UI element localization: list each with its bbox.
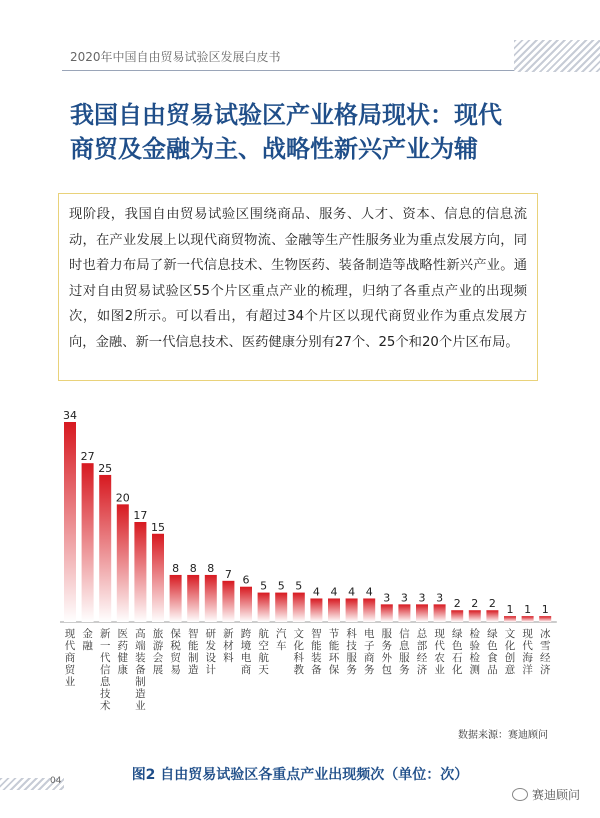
- category-label: 新材料: [223, 628, 234, 664]
- bar: [363, 598, 375, 622]
- bar: [381, 604, 393, 622]
- category-label: 跨境电商: [240, 628, 252, 676]
- category-label: 文化创意: [504, 628, 516, 676]
- category-label: 绿色石化: [451, 628, 463, 676]
- bar: [486, 610, 498, 622]
- bar-value-label: 8: [172, 561, 180, 575]
- bar: [117, 504, 129, 622]
- category-label: 科技服务: [346, 628, 357, 676]
- bar-value-label: 1: [506, 603, 514, 617]
- category-label: 智能装备: [311, 628, 322, 676]
- figure-caption: 图2 自由贸易试验区各重点产业出现频次（单位：次）: [131, 767, 469, 783]
- bar-value-label: 3: [400, 591, 408, 605]
- bar: [328, 598, 340, 622]
- header-title: 2020年中国自由贸易试验区发展白皮书: [70, 50, 281, 64]
- bar-value-label: 25: [98, 461, 113, 475]
- bar: [152, 534, 164, 622]
- bar-value-label: 5: [295, 579, 303, 593]
- bar-value-label: 20: [115, 491, 130, 505]
- bar: [222, 581, 234, 622]
- header-rule: [62, 70, 532, 71]
- bar: [469, 610, 481, 622]
- category-label: 总部经济: [416, 628, 428, 676]
- title-line-1: 我国自由贸易试验区产业格局现状：现代: [70, 101, 502, 129]
- bar-value-label: 2: [453, 597, 461, 611]
- bar-value-label: 34: [63, 409, 77, 422]
- bar-value-label: 4: [330, 585, 338, 599]
- bar: [205, 575, 217, 622]
- page-header: [0, 40, 600, 74]
- bar-value-label: 8: [207, 561, 215, 575]
- bar: [504, 616, 516, 622]
- category-label: 现代商贸业: [64, 628, 76, 688]
- page-number: 04: [50, 776, 62, 786]
- category-label: 航空航天: [258, 628, 269, 676]
- bar-value-label: 8: [189, 561, 197, 575]
- bar-value-label: 2: [488, 597, 496, 611]
- bar: [275, 593, 287, 622]
- bar-value-label: 3: [436, 591, 444, 605]
- bar: [451, 610, 463, 622]
- bar-value-label: 1: [524, 603, 532, 617]
- bar: [346, 598, 358, 622]
- bar-value-label: 7: [224, 567, 232, 581]
- category-label: 保税贸易: [170, 628, 181, 676]
- category-label: 节能环保: [328, 628, 340, 676]
- bar-chart: [0, 400, 600, 730]
- intro-text-box: 现阶段，我国自由贸易试验区围绕商品、服务、人才、资本、信息的信息流动，在产业发展上以现代商贸物流、金融等生产性服务业为重点发展方向，同时也着力布局了新一代信息技术、生物医药、装备制造等战略性新兴产业。通过对自由贸易试验区55个片区重点产业的梳理，归纳了各重点产业的出现频次，如图2所示。可以看出，有超过34个片区以现代商贸业作为重点发展方向，金融、新一代信息技术、医药健康分别有27个、25个和20个片区布局。: [58, 193, 538, 381]
- bar: [539, 616, 551, 622]
- bar-value-label: 5: [277, 579, 285, 593]
- bar-value-label: 1: [541, 603, 549, 617]
- category-label: 汽车: [275, 628, 287, 652]
- bar-value-label: 5: [260, 579, 268, 593]
- category-label: 检验检测: [469, 628, 481, 676]
- bar: [398, 604, 410, 622]
- title-line-2: 商贸及金融为主、战略性新兴产业为辅: [70, 135, 478, 163]
- bar-value-label: 4: [365, 585, 373, 599]
- bar-value-label: 4: [312, 585, 320, 599]
- category-label: 服务外包: [381, 628, 393, 676]
- category-label: 高端装备制造业: [135, 628, 146, 712]
- category-label: 研发设计: [205, 628, 217, 676]
- header-stripes: [514, 40, 600, 72]
- bar-value-label: 15: [151, 520, 165, 534]
- bar: [522, 616, 534, 622]
- category-label: 现代农业: [434, 628, 445, 676]
- bar: [240, 587, 252, 622]
- data-source: 数据来源：赛迪顾问: [458, 730, 548, 741]
- watermark-text: 赛迪顾问: [531, 788, 580, 802]
- bar: [187, 575, 199, 622]
- bar-value-label: 27: [80, 450, 95, 464]
- bar-value-label: 6: [242, 573, 250, 587]
- bar: [310, 598, 322, 622]
- bar: [416, 604, 428, 622]
- watermark: [512, 786, 580, 803]
- category-label: 智能制造: [187, 628, 199, 676]
- category-label: 文化科教: [293, 628, 305, 676]
- bar-value-label: 2: [471, 597, 479, 611]
- category-label: 医药健康: [117, 628, 129, 676]
- bar: [258, 593, 270, 622]
- category-label: 电子商务: [363, 628, 375, 676]
- category-label: 现代海洋: [522, 628, 533, 676]
- category-label: 绿色食品: [487, 628, 498, 676]
- bar: [64, 422, 76, 622]
- category-label: 冰雪经济: [539, 628, 551, 676]
- bar-value-label: 3: [383, 591, 391, 605]
- bar: [134, 522, 146, 622]
- bar-value-label: 4: [348, 585, 356, 599]
- bar: [99, 475, 111, 622]
- wechat-icon: [512, 788, 528, 801]
- category-label: 金融: [82, 628, 93, 652]
- page-title: [70, 98, 550, 166]
- category-label: 旅游会展: [152, 628, 164, 676]
- bar: [293, 593, 305, 622]
- bar: [170, 575, 182, 622]
- bar: [82, 463, 94, 622]
- bar: [434, 604, 446, 622]
- category-label: 信息服务: [399, 628, 410, 676]
- bar-value-label: 3: [418, 591, 426, 605]
- bar-value-label: 17: [133, 509, 148, 522]
- category-label: 新一代信息技术: [99, 628, 111, 712]
